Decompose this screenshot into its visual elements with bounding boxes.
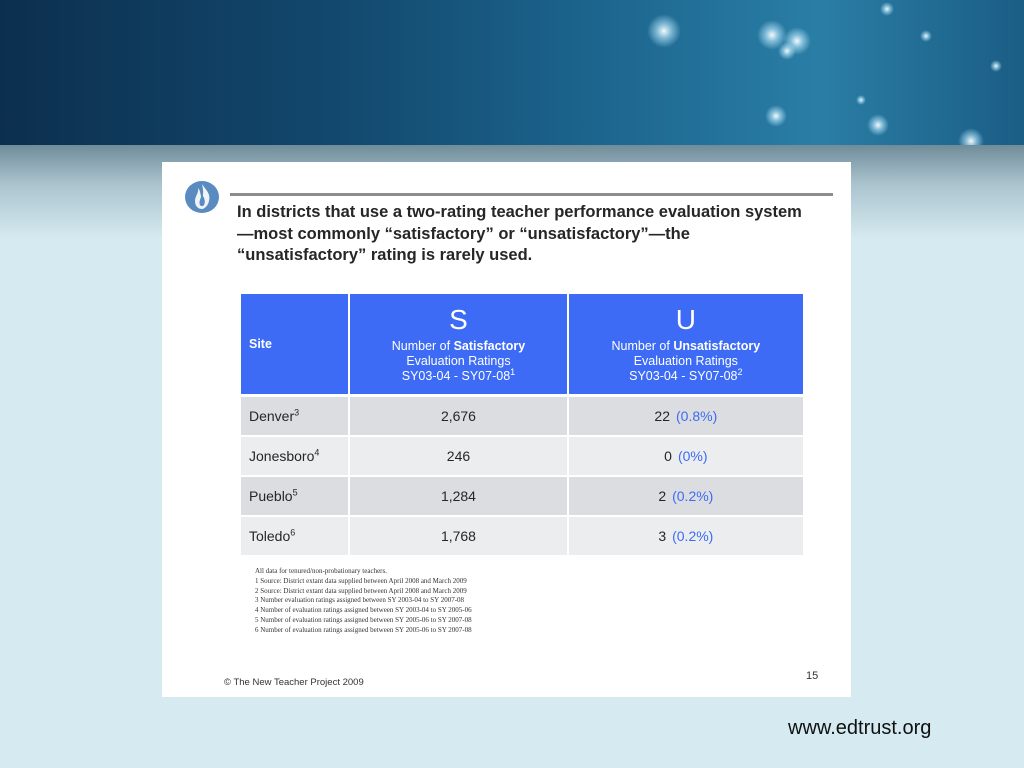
unsatisfactory-percent: (0.2%) (672, 488, 714, 504)
footnote-ref: 2 (737, 366, 743, 377)
footnote-ref: 3 (294, 407, 300, 418)
footnote-line: 6 Number of evaluation ratings assigned between SY 2005-06 to SY 2007-08 (255, 625, 472, 634)
footnote-line: All data for tenured/non-probationary teachers. (255, 567, 387, 575)
site-cell (241, 516, 349, 555)
footnote-ref: 4 (314, 447, 320, 458)
unsatisfactory-count: 3 (658, 528, 667, 544)
satisfactory-cell: 1,284 (349, 476, 567, 516)
footnote-ref: 1 (510, 366, 516, 377)
flame-logo-icon (184, 180, 220, 214)
header-banner (0, 0, 1024, 145)
unsatisfactory-count: 2 (658, 488, 667, 504)
unsatisfactory-cell (568, 436, 803, 476)
table-row (241, 476, 803, 516)
unsatisfactory-count: 0 (664, 448, 672, 464)
site-name: Toledo (249, 528, 291, 544)
header-bold-text: Satisfactory (453, 338, 526, 353)
unsatisfactory-cell (568, 516, 803, 555)
header-text: Number of (391, 338, 454, 353)
header-text: Evaluation Ratings (406, 353, 511, 368)
unsatisfactory-percent: (0.8%) (676, 408, 718, 424)
header-text: Number of (611, 338, 674, 353)
column-header-satisfactory (349, 294, 567, 396)
unsatisfactory-percent: (0.2%) (672, 528, 714, 544)
footnote-line: 4 Number of evaluation ratings assigned between SY 2003-04 to SY 2005-06 (255, 606, 472, 615)
unsatisfactory-count: 22 (654, 408, 670, 424)
table-row (241, 436, 803, 476)
satisfactory-cell: 2,676 (349, 396, 567, 437)
footnote-line: 2 Source: District extant data supplied between April 2008 and March 2009 (255, 586, 467, 595)
unsatisfactory-percent: (0%) (677, 448, 708, 464)
unsatisfactory-cell (568, 396, 803, 437)
footnote-ref: 5 (292, 487, 298, 498)
column-header-unsatisfactory (568, 294, 803, 396)
site-name: Denver (249, 408, 295, 424)
site-cell (241, 476, 349, 516)
satisfactory-cell: 1,768 (349, 516, 567, 555)
site-name: Jonesboro (249, 448, 315, 464)
slide-card (162, 162, 851, 697)
site-name: Pueblo (249, 488, 293, 504)
header-text: SY03-04 - SY07-08 (401, 368, 511, 383)
header-text: SY03-04 - SY07-08 (629, 368, 738, 383)
header-letter-s: S (449, 303, 468, 335)
site-url-link[interactable]: www.edtrust.org (788, 717, 932, 739)
unsatisfactory-cell (568, 476, 803, 516)
column-header-site: Site (241, 294, 349, 396)
header-text: Evaluation Ratings (633, 353, 738, 368)
slide-headline: In districts that use a two-rating teacher performance evaluation system—most commonly “satisfactory” or “unsatisfactory”—the “unsatisfactory” rating is rarely used. (237, 203, 802, 264)
footnote-line: 3 Number evaluation ratings assigned between SY 2003-04 to SY 2007-08 (255, 596, 465, 605)
table-row (241, 516, 803, 555)
ratings-table (241, 294, 803, 555)
header-bold-text: Unsatisfactory (673, 338, 761, 353)
footnote-line: 1 Source: District extant data supplied between April 2008 and March 2009 (255, 576, 467, 585)
footnotes (255, 567, 655, 636)
copyright-text: © The New Teacher Project 2009 (224, 677, 364, 688)
site-cell (241, 396, 349, 437)
page-number: 15 (806, 670, 819, 682)
footnote-line: 5 Number of evaluation ratings assigned between SY 2005-06 to SY 2007-08 (255, 615, 472, 624)
satisfactory-cell: 246 (349, 436, 567, 476)
site-cell (241, 436, 349, 476)
table-row (241, 396, 803, 437)
footnote-ref: 6 (290, 527, 296, 538)
title-rule (230, 193, 833, 196)
header-letter-u: U (675, 303, 696, 335)
